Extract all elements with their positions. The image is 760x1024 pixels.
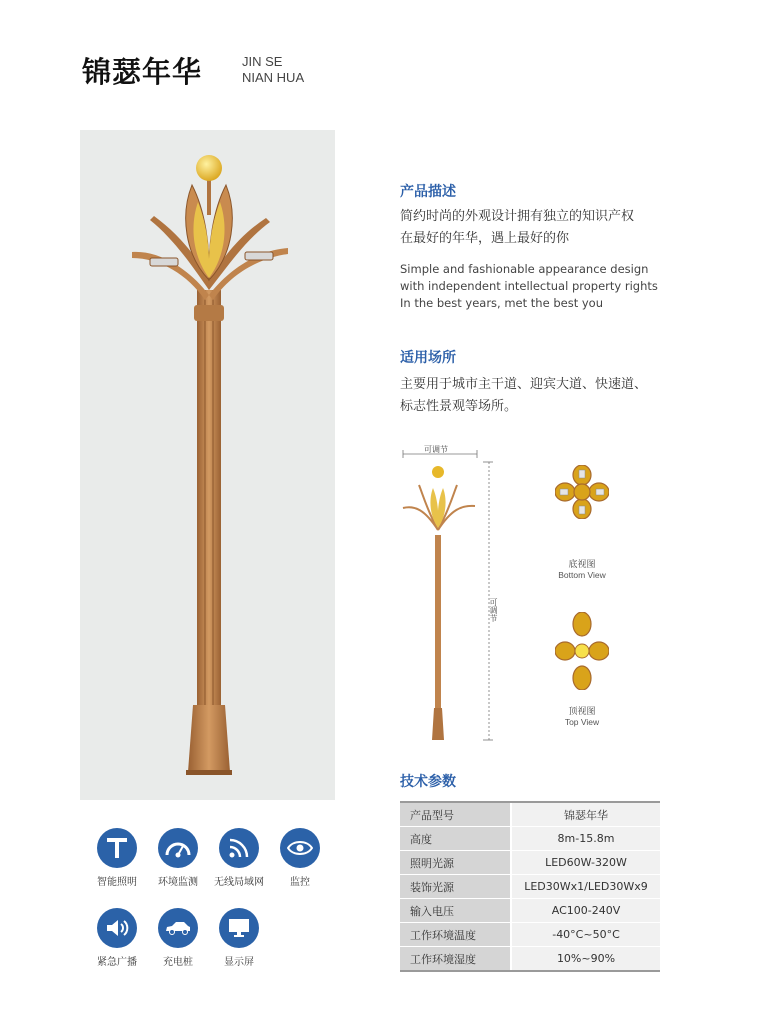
feature-monitoring xyxy=(265,828,335,888)
product-subtitle xyxy=(242,54,304,86)
bottom-view-drawing xyxy=(555,465,609,523)
description-cn-line-2: 在最好的年华，遇上最好的你 xyxy=(400,231,570,246)
spec-value: -40°C~50°C xyxy=(511,923,660,947)
spec-value: 10%~90% xyxy=(511,947,660,972)
product-photo xyxy=(80,130,335,800)
spec-value: LED30Wx1/LED30Wx9 xyxy=(511,875,660,899)
feature-label: 充电桩 xyxy=(163,957,193,968)
feature-charging xyxy=(143,908,213,968)
spec-label: 高度 xyxy=(400,827,511,851)
spec-label: 产品型号 xyxy=(400,802,511,827)
feature-smart-lighting xyxy=(82,828,152,888)
feature-label: 监控 xyxy=(290,877,310,888)
car-icon xyxy=(158,908,198,948)
table-row xyxy=(400,802,660,827)
feature-label: 紧急广播 xyxy=(97,957,137,968)
description-cn xyxy=(400,206,634,250)
table-row xyxy=(400,827,660,851)
description-title: 产品描述 xyxy=(400,184,456,200)
feature-broadcast xyxy=(82,908,152,968)
table-row xyxy=(400,851,660,875)
monitor-icon xyxy=(219,908,259,948)
subtitle-line-1: JIN SE xyxy=(242,54,283,69)
description-en xyxy=(400,261,658,312)
spec-label: 工作环境温度 xyxy=(400,923,511,947)
feature-label: 无线局域网 xyxy=(214,877,264,888)
spec-table xyxy=(400,801,660,972)
table-row xyxy=(400,875,660,899)
feature-display xyxy=(204,908,274,968)
feature-wifi xyxy=(204,828,274,888)
bottom-view-caption-en: Bottom View xyxy=(558,570,606,580)
dimension-diagram xyxy=(395,440,500,750)
environment-gauge-icon xyxy=(158,828,198,868)
feature-label: 显示屏 xyxy=(224,957,254,968)
usage-title: 适用场所 xyxy=(400,350,456,366)
eye-icon xyxy=(280,828,320,868)
feature-label: 智能照明 xyxy=(97,877,137,888)
spec-label: 照明光源 xyxy=(400,851,511,875)
width-label: 可调节 xyxy=(424,445,448,454)
description-en-line-1: Simple and fashionable appearance design xyxy=(400,262,649,276)
smart-lighting-icon xyxy=(97,828,137,868)
spec-value: LED60W-320W xyxy=(511,851,660,875)
usage-line-1: 主要用于城市主干道、迎宾大道、快速道、 xyxy=(400,377,648,392)
description-en-line-2: with independent intellectual property rights xyxy=(400,279,658,293)
subtitle-line-2: NIAN HUA xyxy=(242,70,305,85)
description-en-line-3: In the best years, met the best you xyxy=(400,296,603,310)
spec-label: 装饰光源 xyxy=(400,875,511,899)
usage-line-2: 标志性景观等场所。 xyxy=(400,399,518,414)
speaker-icon xyxy=(97,908,137,948)
street-lamp-illustration xyxy=(80,130,335,800)
wifi-icon xyxy=(219,828,259,868)
feature-environment xyxy=(143,828,213,888)
spec-label: 输入电压 xyxy=(400,899,511,923)
top-view-drawing xyxy=(555,612,609,694)
top-view-icon xyxy=(555,612,609,690)
lamp-side-drawing xyxy=(395,440,500,750)
feature-label: 环境监测 xyxy=(158,877,198,888)
top-view-caption-cn: 顶视图 xyxy=(568,707,596,717)
product-title: 锦瑟年华 xyxy=(82,55,203,89)
bottom-view-caption-cn: 底视图 xyxy=(568,560,596,570)
spec-label: 工作环境湿度 xyxy=(400,947,511,972)
table-row xyxy=(400,947,660,972)
specs-title: 技术参数 xyxy=(400,774,456,790)
top-view-caption-en: Top View xyxy=(564,717,600,727)
description-cn-line-1: 简约时尚的外观设计拥有独立的知识产权 xyxy=(400,209,635,224)
usage-text xyxy=(400,374,647,418)
bottom-view-icon xyxy=(555,465,609,519)
table-row xyxy=(400,899,660,923)
spec-value: 8m-15.8m xyxy=(511,827,660,851)
table-row xyxy=(400,923,660,947)
height-label: 可调节 xyxy=(489,598,498,622)
spec-value: AC100-240V xyxy=(511,899,660,923)
spec-value: 锦瑟年华 xyxy=(511,802,660,827)
